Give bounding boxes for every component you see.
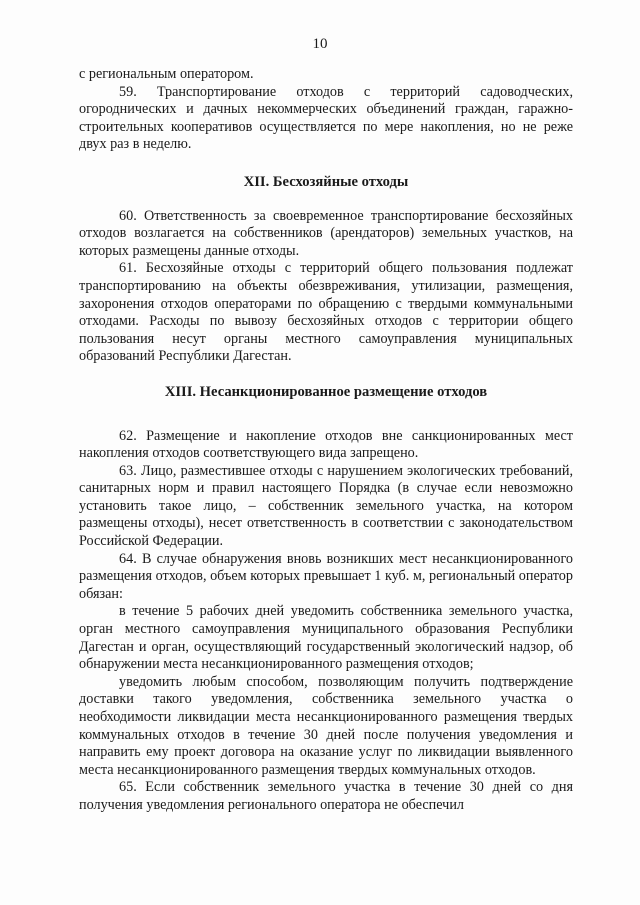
paragraph-62: 62. Размещение и накопление отходов вне санкционированных мест накопления отходов соответствующего вида запрещено.	[79, 427, 573, 462]
paragraph-continuation: с региональным оператором.	[79, 66, 254, 82]
document-body	[79, 66, 573, 815]
paragraph-65: 65. Если собственник земельного участка в течение 30 дней со дня получения уведомления регионального оператора не обеспечил	[79, 779, 573, 813]
paragraph-64: 64. В случае обнаружения вновь возникших мест несанкционированного размещения отходов, объем которых превышает 1 куб. м, региональный оператор обязан:	[79, 550, 573, 602]
section-heading-xiii: XIII. Несанкционированное размещение отходов	[164, 383, 488, 400]
paragraph-60: 60. Ответственность за своевременное транспортирование бесхозяйных отходов возлагается на собственников (арендаторов) земельных участков, на которых размещены данные отходы.	[79, 207, 573, 259]
paragraph-61: 61. Бесхозяйные отходы с территорий общего пользования подлежат транспортированию на объекты обезвреживания, утилизации, размещения, захоронения отходов операторами по обращению с твердыми коммунальными отходами. Расходы по вывозу бесхозяйных отходов с территории общего пользования несут органы местного самоуправления муниципальных образований Республики Дагестан.	[79, 260, 573, 365]
paragraph-64-item-2: уведомить любым способом, позволяющим получить подтверждение доставки такого уведомления, собственника земельного участка о необходимости ликвидации места несанкционированного размещения твердых коммунальных отходов в течение 30 дней после получения уведомления и направить ему проект договора на оказание услуг по ликвидации выявленного места несанкционированного размещения твердых коммунальных отходов.	[79, 673, 573, 778]
section-heading-xii: XII. Бесхозяйные отходы	[243, 173, 409, 190]
page-number: 10	[312, 36, 328, 52]
paragraph-59: 59. Транспортирование отходов с территорий садоводческих, огороднических и дачных некоммерческих объединений граждан, гаражно-строительных кооперативов осуществляется по мере накопления, но не реже двух раз в неделю.	[79, 83, 573, 153]
paragraph-64-item-1: в течение 5 рабочих дней уведомить собственника земельного участка, орган местного самоуправления муниципального образования Республики Дагестан и орган, осуществляющий государственный экологический надзор, об обнаружении места несанкционированного размещения отходов;	[79, 603, 573, 673]
paragraph-63: 63. Лицо, разместившее отходы с нарушением экологических требований, санитарных норм и правил настоящего Порядка (в случае если невозможно установить такое лицо, – собственник земельного участка, на котором размещены отходы), несет ответственность в соответствии с законодательством Российской Федерации.	[79, 462, 573, 550]
